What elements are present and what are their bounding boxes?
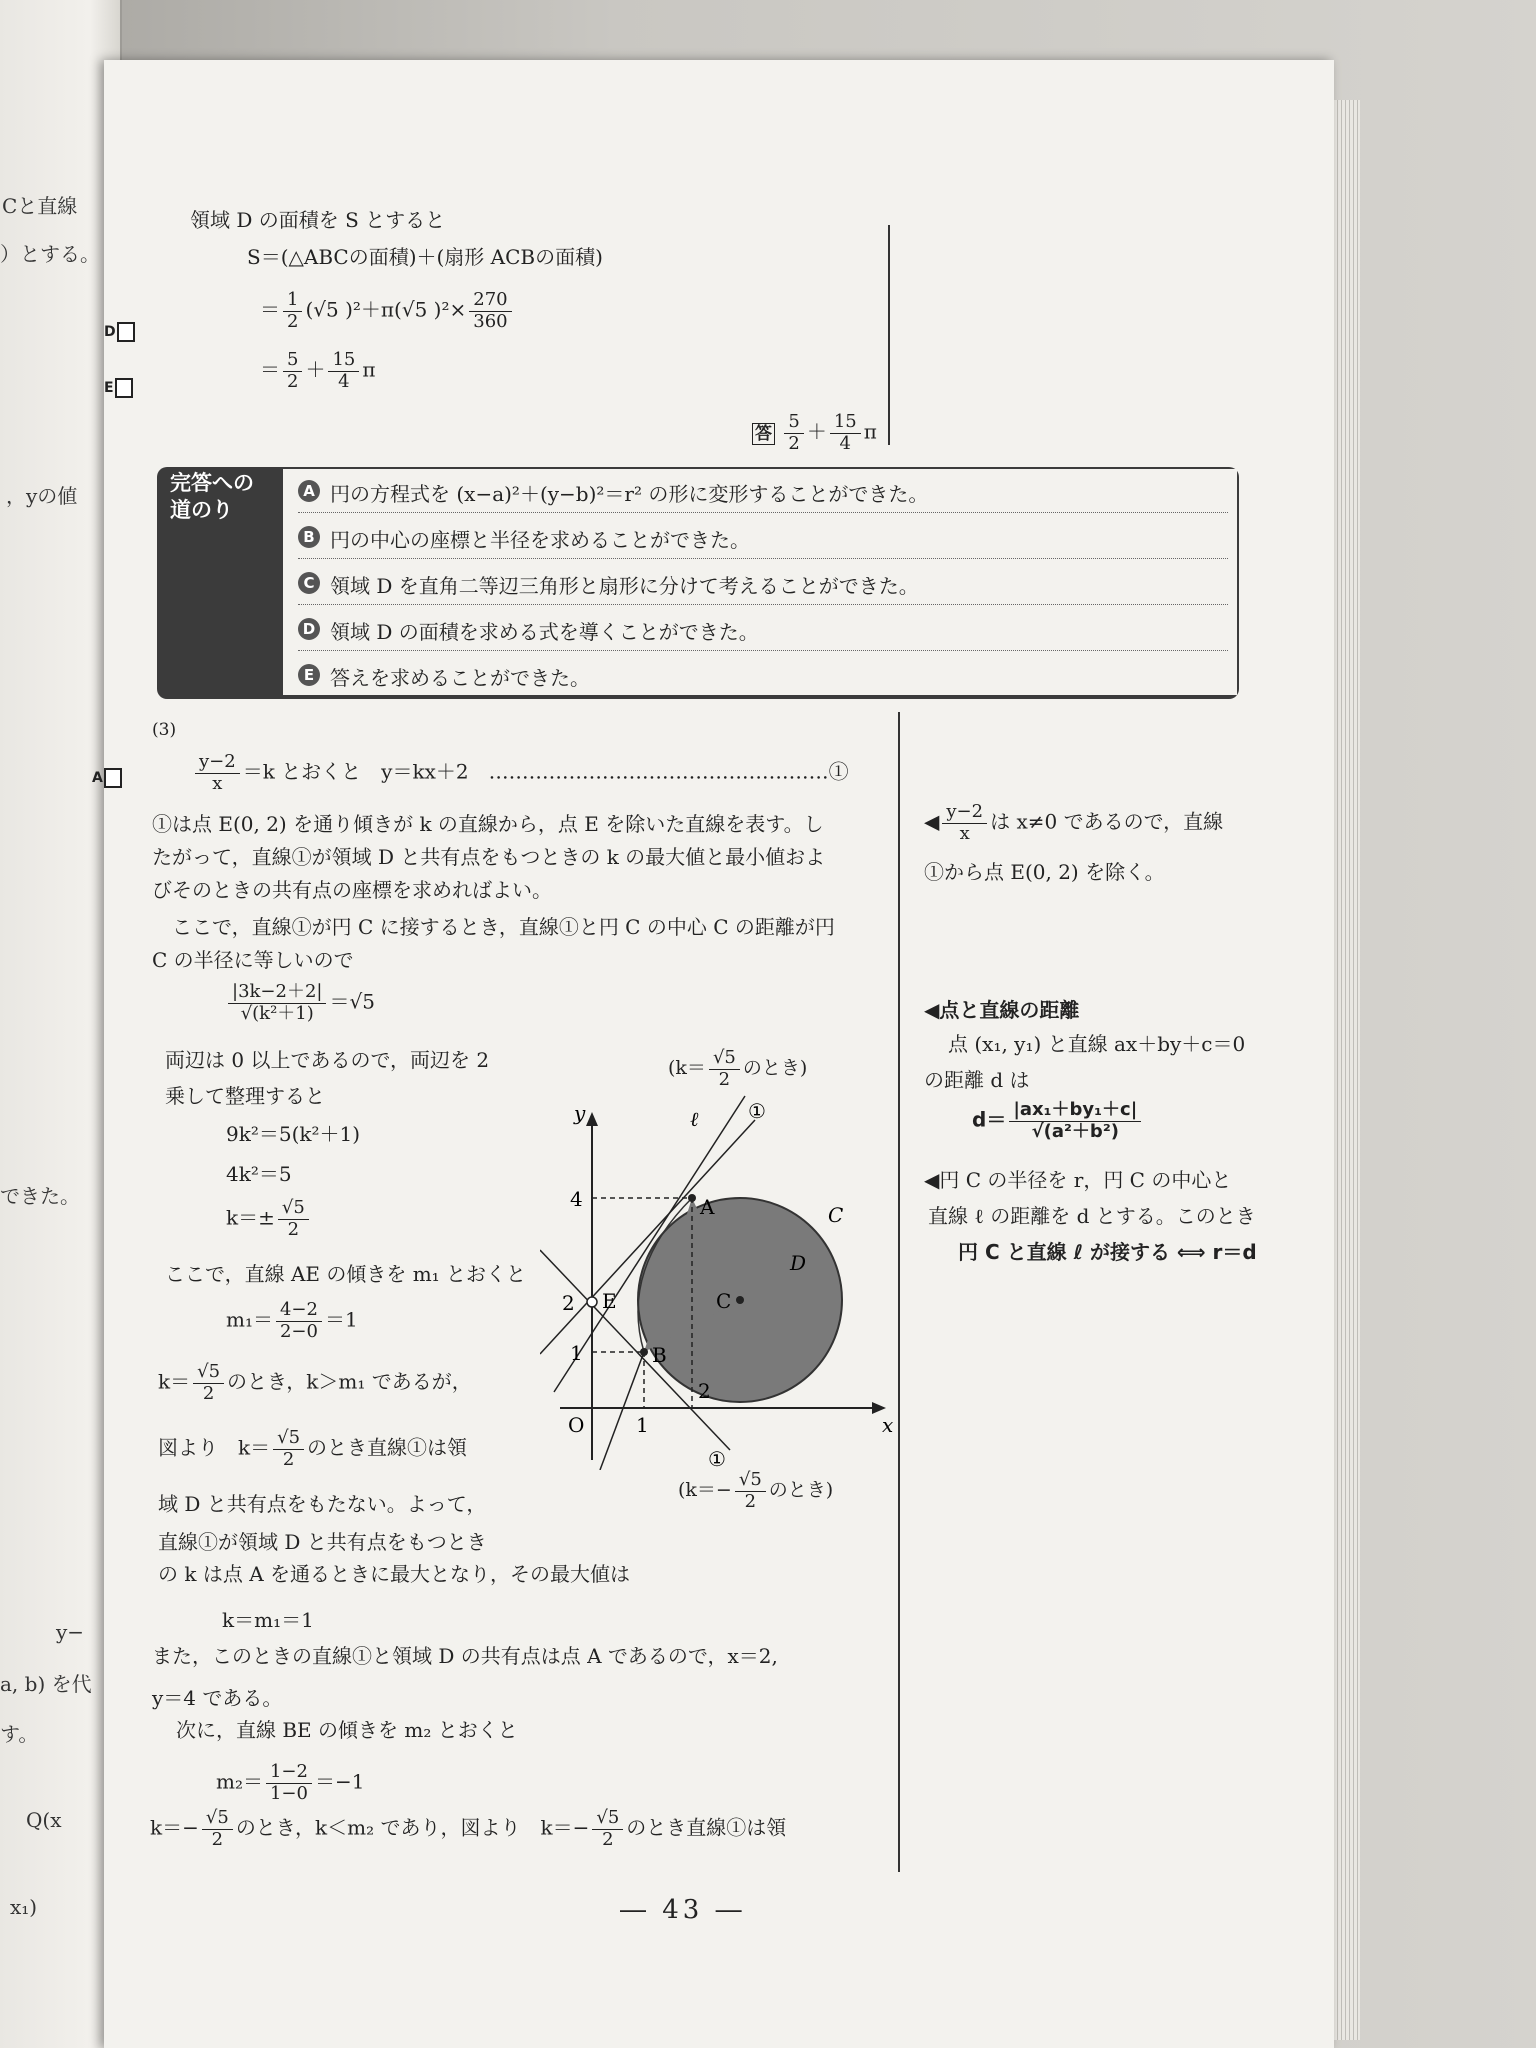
- answer-mark: 答: [752, 423, 775, 445]
- left-fragment: Q(x: [26, 1808, 62, 1832]
- side-note-1-line2: ①から点 E(0, 2) を除く。: [924, 860, 1165, 884]
- area-formula: S＝(△ABCの面積)＋(扇形 ACBの面積): [247, 245, 603, 269]
- part3-eq6: m₁＝ $\frac{4-2}{2-0}$ ＝1: [226, 1299, 358, 1342]
- left-fragment: a, b) を代: [0, 1672, 92, 1696]
- side-note-2-line2: の距離 d は: [924, 1068, 1030, 1092]
- roadmap-item: C 領域 D を直角二等辺三角形と扇形に分けて考えることができた。: [298, 564, 1228, 605]
- label-a: A: [700, 1195, 715, 1219]
- point-a: [688, 1194, 696, 1202]
- badge-e: E: [298, 664, 320, 686]
- point-e: [587, 1297, 597, 1307]
- side-note-2-title: ◀点と直線の距離: [924, 998, 1080, 1022]
- part3-label: (3): [152, 720, 177, 740]
- check-box-d[interactable]: D: [104, 322, 135, 342]
- area-calc-line1: ＝ $\frac{1}{2}$ (√5 )²＋π(√5 )²× $\frac{270}{360}$: [260, 290, 515, 332]
- left-fragment: Cと直線: [2, 194, 78, 218]
- side-note-3-line1: ◀円 C の半径を r，円 C の中心と: [924, 1168, 1232, 1192]
- part3-p2-line2: C の半径に等しいので: [152, 948, 354, 972]
- column-divider: [888, 225, 890, 445]
- part3-p8-line1: また，このときの直線①と領域 D の共有点は点 A であるので，x＝2,: [152, 1644, 778, 1668]
- part3-p1-line2: たがって，直線①が領域 D と共有点をもつときの k の最大値と最小値およ: [152, 845, 826, 869]
- part3-p7-line3: の k は点 A を通るときに最大となり，その最大値は: [158, 1562, 630, 1586]
- y-axis-arrow: [586, 1112, 598, 1126]
- side-note-2-line1: 点 (x₁, y₁) と直線 ax＋by＋c＝0: [948, 1032, 1246, 1056]
- badge-d: D: [298, 618, 320, 640]
- left-fragment: y−: [56, 1620, 85, 1644]
- tick-2y: 2: [562, 1291, 575, 1315]
- part3-p1-line3: びそのときの共有点の座標を求めればよい。: [152, 878, 552, 902]
- label-ell: ℓ: [690, 1107, 699, 1131]
- part3-eq2: $\frac{|3k-2+2|}{\text{√(k²＋1)}}$ ＝√5: [225, 982, 375, 1024]
- check-box-e[interactable]: E: [104, 378, 133, 398]
- part3-eq3: 9k²＝5(k²＋1): [226, 1122, 361, 1146]
- part3-p10: k＝− $\frac{√5}{2}$ のとき，k＜m₂ であり，図より k＝− $\frac{√5}{2}$ のとき直線①は領: [150, 1807, 787, 1850]
- part3-p7-line2: 直線①が領域 D と共有点をもつとき: [158, 1530, 487, 1554]
- roadmap-item: A 円の方程式を (x−a)²＋(y−b)²＝r² の形に変形することができた。: [298, 472, 1228, 513]
- part3-eq1: $\frac{y-2}{x}$ ＝k とおくと y＝kx＋2 ……………………………………………①: [192, 752, 849, 794]
- label-circle-c: C: [828, 1203, 844, 1227]
- label-circled-1-top: ①: [748, 1099, 766, 1123]
- part3-p2-line1: ここで，直線①が円 C に接するとき，直線①と円 C の中心 C の距離が円: [172, 915, 835, 939]
- roadmap-item: E 答えを求めることができた。: [298, 656, 1228, 696]
- y-axis-label: y: [574, 1101, 586, 1125]
- page-edges: [1330, 100, 1360, 2040]
- part3-p9: 次に，直線 BE の傾きを m₂ とおくと: [176, 1718, 518, 1742]
- roadmap-title: 完答への 道のり: [170, 471, 254, 523]
- point-b: [640, 1348, 648, 1356]
- left-fragment: ，yの値: [6, 484, 78, 508]
- label-circled-1-bottom: ①: [708, 1447, 726, 1470]
- side-note-3-line3: 円 C と直線 ℓ が接する ⟺ r＝d: [958, 1240, 1257, 1264]
- point-c: [736, 1296, 744, 1304]
- left-fragment: す。: [0, 1722, 39, 1746]
- tick-4: 4: [570, 1187, 583, 1211]
- part3-p7-line1: 域 D と共有点をもたない。よって，: [158, 1492, 487, 1516]
- area-calc-line2: ＝ $\frac{5}{2}$ ＋ $\frac{15}{4}$ π: [260, 349, 376, 392]
- label-c-center: C: [716, 1289, 732, 1313]
- side-note-3-line2: 直線 ℓ の距離を d とする。このとき: [928, 1204, 1256, 1228]
- left-fragment: x₁): [10, 1895, 38, 1919]
- roadmap-item: D 領域 D の面積を求める式を導くことができた。: [298, 610, 1228, 651]
- left-fragment: ）とする。: [0, 242, 100, 266]
- part3-eq7: k＝m₁＝1: [222, 1608, 314, 1632]
- part3-p4: ここで，直線 AE の傾きを m₁ とおくと: [165, 1262, 527, 1286]
- area-intro: 領域 D の面積を S とすると: [190, 208, 446, 232]
- side-note-2-formula: d＝ $\frac{\text{|ax₁＋by₁＋c|}}{\text{√(a²＋b²)}}$: [972, 1100, 1144, 1142]
- label-b: B: [652, 1343, 667, 1367]
- part3-p3-line1: 両辺は 0 以上であるので，両辺を 2: [165, 1048, 490, 1072]
- part3-p3-line2: 乗して整理すると: [165, 1084, 325, 1108]
- figure-bottom-label: (k＝− $\frac{√5}{2}$ のとき): [678, 1469, 834, 1512]
- badge-a: A: [298, 480, 320, 502]
- check-box-a[interactable]: A: [92, 768, 122, 788]
- part3-p8-line2: y＝4 である。: [152, 1686, 283, 1710]
- part3-eq5: k＝± $\frac{√5}{2}$: [226, 1198, 312, 1240]
- area-answer: 答 $\frac{5}{2}$ ＋ $\frac{15}{4}$ π: [752, 412, 877, 454]
- part3-p1-line1: ①は点 E(0, 2) を通り傾きが k の直線から，点 E を除いた直線を表す。し: [152, 812, 824, 836]
- label-region-d: D: [790, 1251, 807, 1275]
- part3-eq8: m₂＝ $\frac{1-2}{1-0}$ ＝−1: [216, 1761, 365, 1804]
- page-number: ― 43 ―: [620, 1895, 746, 1925]
- figure-top-label: (k＝ $\frac{√5}{2}$ のとき): [668, 1047, 808, 1090]
- side-note-1-line1: ◀ $\frac{y-2}{x}$ は x≠0 であるので，直線: [924, 801, 1224, 844]
- badge-b: B: [298, 526, 320, 548]
- tick-1x: 1: [636, 1413, 649, 1437]
- part3-eq4: 4k²＝5: [226, 1162, 292, 1186]
- tick-1y: 1: [570, 1341, 583, 1365]
- badge-c: C: [298, 572, 320, 594]
- x-axis-label: x: [882, 1413, 894, 1437]
- left-fragment: できた。: [0, 1184, 80, 1208]
- tangent-lower: [600, 1352, 644, 1470]
- geometry-figure: [540, 1090, 900, 1470]
- roadmap-item: B 円の中心の座標と半径を求めることができた。: [298, 518, 1228, 559]
- part3-p5: k＝ $\frac{√5}{2}$ のとき，k＞m₁ であるが，: [158, 1361, 472, 1404]
- part3-p6: 図より k＝ $\frac{√5}{2}$ のとき直線①は領: [158, 1427, 468, 1470]
- origin-label: O: [568, 1413, 585, 1437]
- tick-2x: 2: [698, 1379, 711, 1403]
- label-e: E: [602, 1289, 617, 1313]
